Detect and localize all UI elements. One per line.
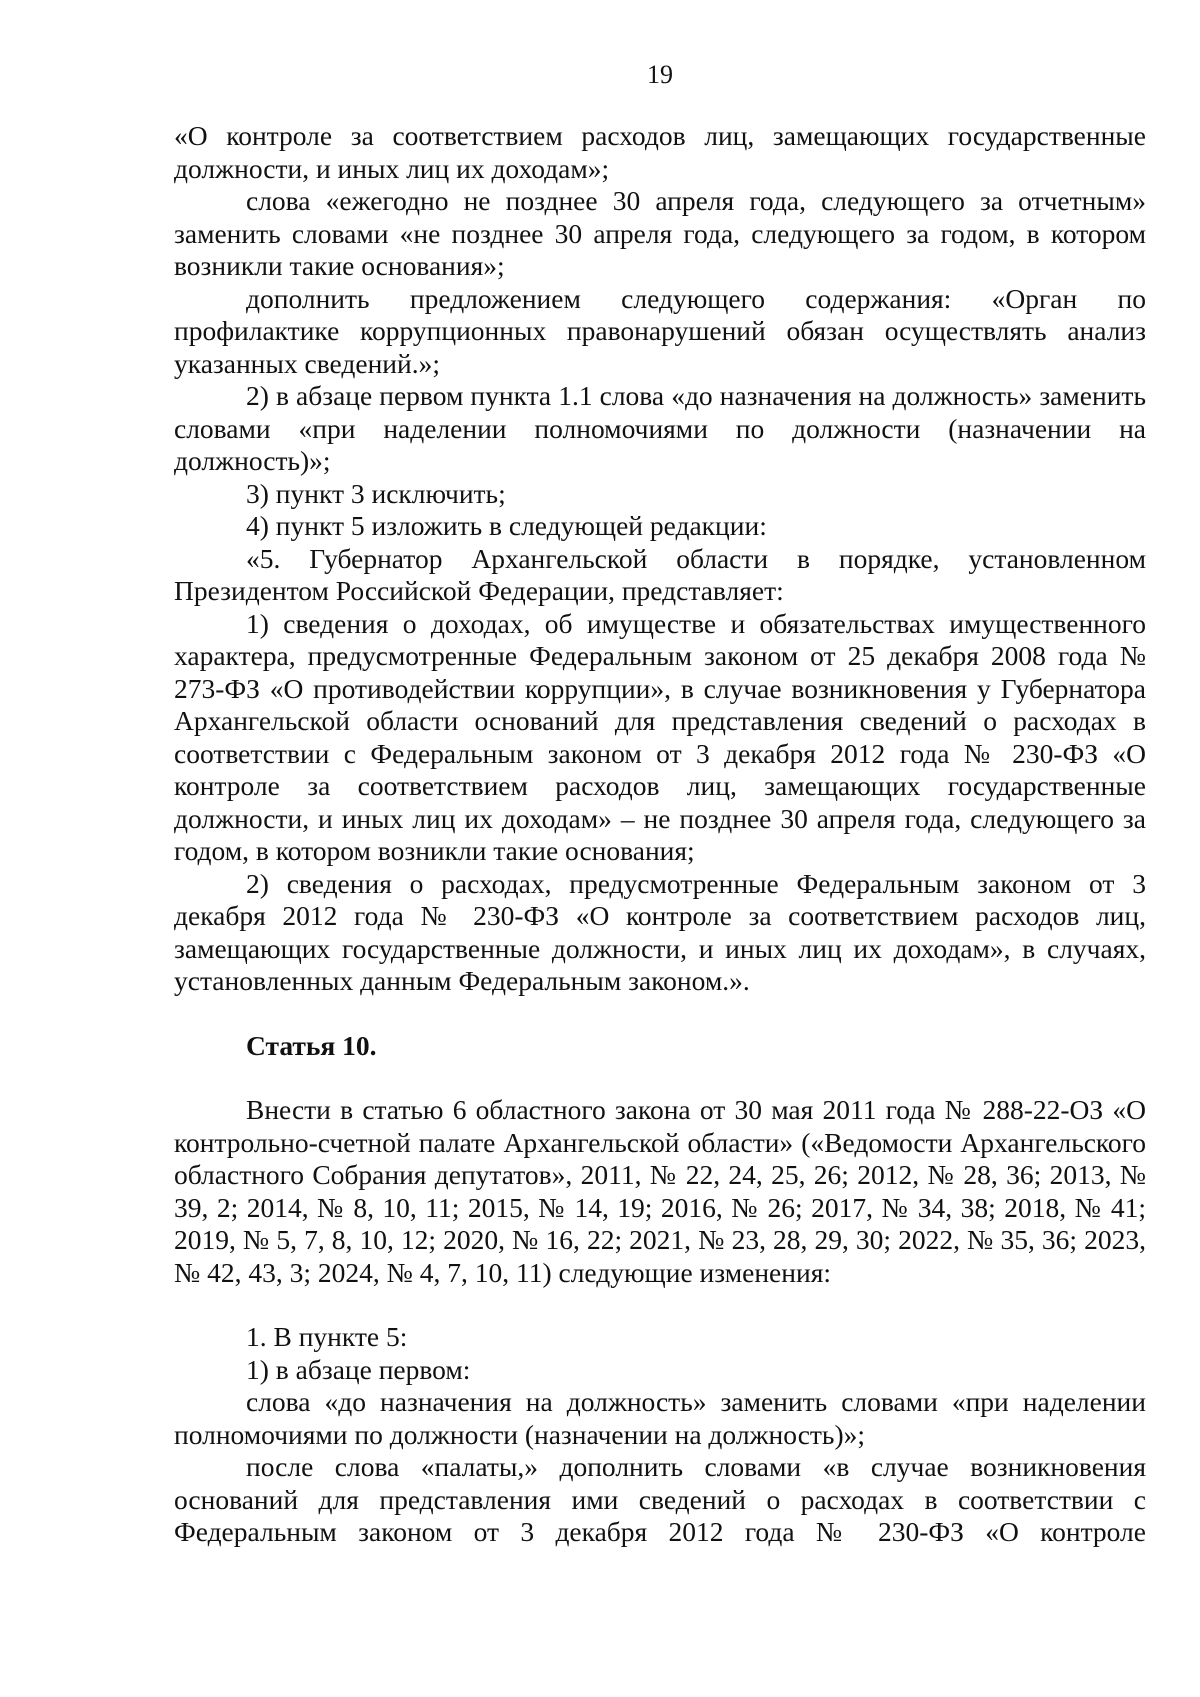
document-page bbox=[174, 60, 1146, 1680]
paragraph: 1. В пункте 5: bbox=[246, 1321, 408, 1352]
page-number: 19 bbox=[647, 60, 673, 89]
article-intro: Внести в статью 6 областного закона от 30 мая 2011 года № 288-22-ОЗ «О контрольно-счетной палате Архангельской области» («Ведомости Архангельского областного Собрания депутатов», 2011, № 22, 24, 25, 26; 2012, № 28, 36; 2013, № 39, 2; 2014, № 8, 10, 11; 2015, № 14, 19; 2016, № 26; 2017, № 34, 38; 2018, № 41; 2019, № 5, 7, 8, 10, 12; 2020, № 16, 22; 2021, № 23, 28, 29, 30; 2022, № 35, 36; 2023, № 42, 43, 3; 2024, № 4, 7, 10, 11) следующие изменения: bbox=[174, 1094, 1146, 1288]
spacer bbox=[174, 1289, 1146, 1321]
paragraph: 2) в абзаце первом пункта 1.1 слова «до назначения на должность» заменить словами «при наделении полномочиями по должности (назначении на должность)»; bbox=[174, 380, 1146, 476]
paragraph: «5. Губернатор Архангельской области в порядке, установленном Президентом Российской Федерации, представляет: bbox=[174, 542, 1146, 606]
paragraph: «О контроле за соответствием расходов лиц, замещающих государственные должности, и иных лиц их доходам»; bbox=[174, 120, 1146, 184]
paragraph: дополнить предложением следующего содержания: «Орган по профилактике коррупционных правонарушений обязан осуществлять анализ указанных сведений.»; bbox=[174, 282, 1146, 379]
paragraph: слова «до назначения на должность» заменить словами «при наделении полномочиями по должности (назначении на должность)»; bbox=[174, 1386, 1146, 1450]
paragraph: 1) сведения о доходах, об имуществе и обязательствах имущественного характера, предусмотренные Федеральным законом от 25 декабря 2008 года № 273-ФЗ «О противодействии коррупции», в случае возникновения у Губернатора Архангельской области оснований для представления сведений о расходах в соответствии с Федеральным законом от 3 декабря 2012 года № 230-ФЗ «О контроле за соответствием расходов лиц, замещающих государственные должности, и иных лиц их доходам» – не позднее 30 апреля года, следующего за годом, в котором возникли такие основания; bbox=[174, 607, 1146, 866]
paragraph: 3) пункт 3 исключить; bbox=[246, 477, 506, 509]
paragraph: после слова «палаты,» дополнить словами «в случае возникновения оснований для представления ими сведений о расходах в соответствии с Федеральным законом от 3 декабря 2012 года № 230-ФЗ «О контроле bbox=[174, 1451, 1146, 1547]
paragraph: 1) в абзаце первом: bbox=[246, 1353, 471, 1385]
paragraph: 2) сведения о расходах, предусмотренные Федеральным законом от 3 декабря 2012 года № 230-ФЗ «О контроле за соответствием расходов лиц, замещающих государственные должности, и иных лиц их доходам», в случаях, установленных данным Федеральным законом.». bbox=[174, 867, 1146, 996]
paragraph: слова «ежегодно не позднее 30 апреля года, следующего за отчетным» заменить словами «не позднее 30 апреля года, следующего за годом, в котором возникли такие основания»; bbox=[174, 185, 1146, 281]
paragraph: 4) пункт 5 изложить в следующей редакции: bbox=[246, 510, 767, 541]
article-heading: Статья 10. bbox=[246, 1029, 377, 1061]
